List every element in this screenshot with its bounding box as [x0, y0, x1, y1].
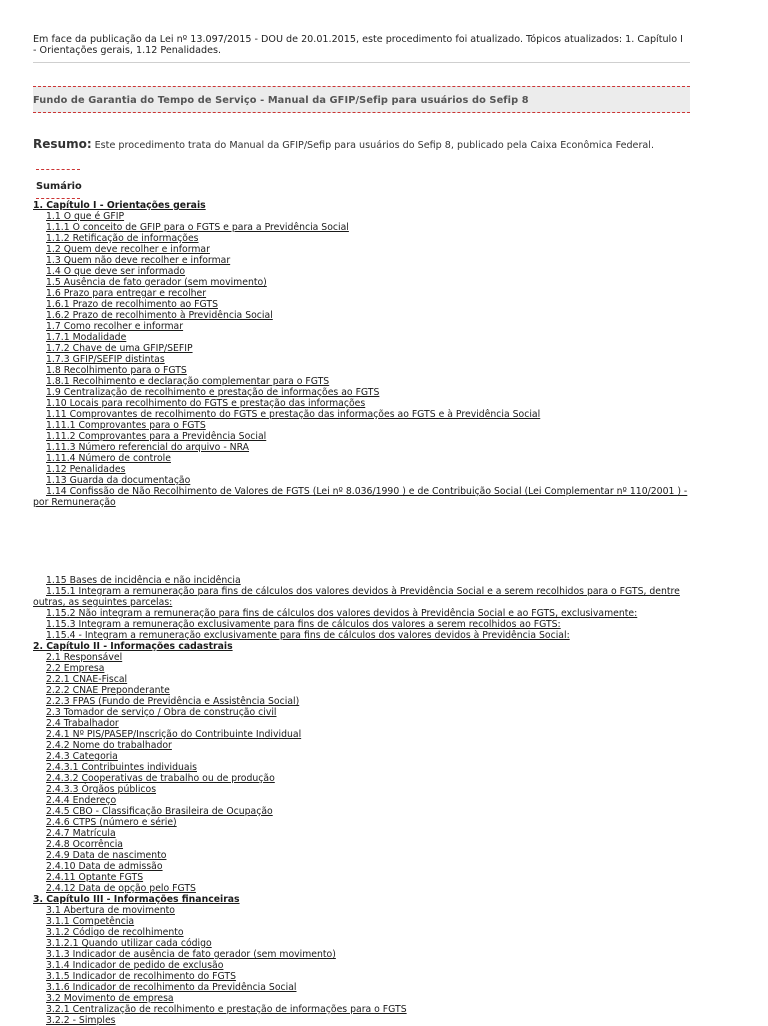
toc-link[interactable]: 1.6.1 Prazo de recolhimento ao FGTS: [46, 299, 218, 310]
toc-item: [33, 475, 693, 486]
toc-item: [33, 905, 693, 916]
toc-item: [33, 971, 693, 982]
toc-link[interactable]: 2.4.3.1 Contribuintes individuais: [46, 762, 197, 773]
toc-link[interactable]: 3.1.2.1 Quando utilizar cada código: [46, 938, 212, 949]
toc-item: [33, 839, 693, 850]
toc-link[interactable]: 1.6.2 Prazo de recolhimento à Previdência Social: [46, 310, 273, 321]
toc-link[interactable]: 2.4.7 Matrícula: [46, 828, 116, 839]
toc-item: [33, 630, 693, 641]
toc-link[interactable]: 1.15 Bases de incidência e não incidência: [46, 575, 241, 586]
toc-item: [33, 222, 693, 233]
toc-link[interactable]: 3.1.3 Indicador de ausência de fato gerador (sem movimento): [46, 949, 336, 960]
toc-item: [33, 365, 693, 376]
toc-link[interactable]: 2.4.5 CBO - Classificação Brasileira de Ocupação: [46, 806, 273, 817]
toc-item: [33, 266, 693, 277]
toc-item: [33, 883, 693, 894]
toc-item: [33, 762, 693, 773]
toc-link[interactable]: 3.2 Movimento de empresa: [46, 993, 174, 1004]
toc-link[interactable]: 2.4.2 Nome do trabalhador: [46, 740, 172, 751]
table-of-contents-part-2: [33, 575, 693, 1026]
toc-item: [33, 817, 693, 828]
toc-item: [33, 729, 693, 740]
toc-link[interactable]: 2.2 Empresa: [46, 663, 105, 674]
toc-link[interactable]: 2.2.3 FPAS (Fundo de Previdência e Assistência Social): [46, 696, 300, 707]
toc-link[interactable]: 3.1.5 Indicador de recolhimento do FGTS: [46, 971, 236, 982]
toc-item: [33, 464, 693, 475]
toc-link[interactable]: 2.2.1 CNAE-Fiscal: [46, 674, 128, 685]
toc-link[interactable]: 2.4.3.2 Cooperativas de trabalho ou de produção: [46, 773, 275, 784]
toc-item: [33, 872, 693, 883]
toc-item: [33, 993, 693, 1004]
toc-link[interactable]: 3.2.1 Centralização de recolhimento e prestação de informações para o FGTS: [46, 1004, 407, 1015]
toc-link[interactable]: 1.7.3 GFIP/SEFIP distintas: [46, 354, 165, 365]
toc-link[interactable]: 1.15.4 - Integram a remuneração exclusivamente para fins de cálculos dos valores devidos à Previdência Social:: [46, 630, 570, 641]
toc-link[interactable]: 2.4 Trabalhador: [46, 718, 119, 729]
toc-item: [33, 784, 693, 795]
toc-link[interactable]: 1.1 O que é GFIP: [46, 211, 125, 222]
summary-paragraph: [33, 137, 693, 151]
toc-link[interactable]: 1.3 Quem não deve recolher e informar: [46, 255, 231, 266]
toc-item: [33, 828, 693, 839]
toc-link[interactable]: 1.1.1 O conceito de GFIP para o FGTS e para a Previdência Social: [46, 222, 349, 233]
toc-item: [33, 916, 693, 927]
toc-link[interactable]: 1.8.1 Recolhimento e declaração complementar para o FGTS: [46, 376, 330, 387]
toc-item: [33, 486, 693, 508]
toc-item: [33, 894, 693, 905]
toc-item: [33, 409, 693, 420]
toc-link[interactable]: 2.4.11 Optante FGTS: [46, 872, 144, 883]
toc-item: [33, 586, 693, 608]
toc-item: [33, 387, 693, 398]
toc-item: [33, 707, 693, 718]
toc-item: [33, 806, 693, 817]
toc-item: [33, 244, 693, 255]
toc-item: [33, 398, 693, 409]
toc-link[interactable]: 1.11.4 Número de controle: [46, 453, 171, 464]
toc-link[interactable]: 1.4 O que deve ser informado: [46, 266, 186, 277]
toc-link[interactable]: 1.11.1 Comprovantes para o FGTS: [46, 420, 206, 431]
toc-link[interactable]: 1.7.1 Modalidade: [46, 332, 127, 343]
toc-item: [33, 652, 693, 663]
toc-item: [33, 288, 693, 299]
toc-item: [33, 233, 693, 244]
toc-chapter-link[interactable]: 3. Capítulo III - Informações financeiras: [33, 894, 240, 905]
toc-item: [33, 376, 693, 387]
divider: [36, 169, 80, 170]
toc-item: [33, 453, 693, 464]
divider: [36, 198, 80, 199]
toc-link[interactable]: 1.7.2 Chave de uma GFIP/SEFIP: [46, 343, 193, 354]
toc-link[interactable]: 1.14 Confissão de Não Recolhimento de Valores de FGTS (Lei nº 8.036/1990 ) e de Contribuição Social (Lei Complementar nº 110/2001 ) - por Remuneração: [33, 486, 688, 508]
toc-link[interactable]: 1.11.3 Número referencial do arquivo - NRA: [46, 442, 250, 453]
table-of-contents-part-1: [33, 200, 693, 508]
toc-item: [33, 442, 693, 453]
toc-link[interactable]: 3.1.2 Código de recolhimento: [46, 927, 184, 938]
toc-chapter-link[interactable]: 1. Capítulo I - Orientações gerais: [33, 200, 206, 211]
toc-item: [33, 277, 693, 288]
toc-link[interactable]: 2.4.6 CTPS (número e série): [46, 817, 177, 828]
toc-link[interactable]: 1.13 Guarda da documentação: [46, 475, 191, 486]
toc-chapter-link[interactable]: 2. Capítulo II - Informações cadastrais: [33, 641, 233, 652]
toc-link[interactable]: 2.3 Tomador de serviço / Obra de construção civil: [46, 707, 277, 718]
toc-item: [33, 696, 693, 707]
toc-item: [33, 420, 693, 431]
toc-link[interactable]: 2.2.2 CNAE Preponderante: [46, 685, 170, 696]
toc-item: [33, 321, 693, 332]
toc-link[interactable]: 1.1.2 Retificação de informações: [46, 233, 199, 244]
toc-link[interactable]: 3.1.4 Indicador de pedido de exclusão: [46, 960, 224, 971]
toc-link[interactable]: 1.8 Recolhimento para o FGTS: [46, 365, 187, 376]
toc-link[interactable]: 2.4.9 Data de nascimento: [46, 850, 167, 861]
toc-link[interactable]: 2.4.10 Data de admissão: [46, 861, 163, 872]
toc-item: [33, 960, 693, 971]
toc-link[interactable]: 3.1.1 Competência: [46, 916, 135, 927]
toc-link[interactable]: 1.15.2 Não integram a remuneração para fins de cálculos dos valores devidos à Previdência Social e ao FGTS, exclusivamente:: [46, 608, 638, 619]
toc-link[interactable]: 1.12 Penalidades: [46, 464, 126, 475]
toc-item: [33, 343, 693, 354]
toc-link[interactable]: 1.11.2 Comprovantes para a Previdência Social: [46, 431, 267, 442]
toc-item: [33, 861, 693, 872]
table-of-contents-heading: Sumário: [36, 181, 82, 192]
toc-link[interactable]: 1.9 Centralização de recolhimento e prestação de informações ao FGTS: [46, 387, 380, 398]
toc-item: [33, 685, 693, 696]
toc-link[interactable]: 1.15.3 Integram a remuneração exclusivamente para fins de cálculos dos valores a serem recolhidos ao FGTS:: [46, 619, 561, 630]
toc-item: [33, 255, 693, 266]
toc-link[interactable]: 1.7 Como recolher e informar: [46, 321, 184, 332]
toc-link[interactable]: 2.4.8 Ocorrência: [46, 839, 124, 850]
toc-item: [33, 200, 693, 211]
toc-link[interactable]: 2.4.1 Nº PIS/PASEP/Inscrição do Contribuinte Individual: [46, 729, 302, 740]
summary-text: Este procedimento trata do Manual da GFIP/Sefip para usuários do Sefip 8, publicado pela Caixa Econômica Federal.: [94, 140, 654, 151]
toc-item: [33, 674, 693, 685]
toc-item: [33, 299, 693, 310]
toc-item: [33, 310, 693, 321]
toc-item: [33, 938, 693, 949]
toc-link[interactable]: 2.4.3 Categoria: [46, 751, 118, 762]
toc-item: [33, 718, 693, 729]
toc-item: [33, 1015, 693, 1026]
toc-item: [33, 795, 693, 806]
toc-link[interactable]: 1.5 Ausência de fato gerador (sem movimento): [46, 277, 267, 288]
toc-link[interactable]: 2.4.3.3 Órgãos públicos: [46, 784, 157, 795]
toc-item: [33, 751, 693, 762]
toc-link[interactable]: 1.10 Locais para recolhimento do FGTS e prestação das informações: [46, 398, 366, 409]
update-notice: Em face da publicação da Lei nº 13.097/2015 - DOU de 20.01.2015, este procedimento foi atualizado. Tópicos atualizados: 1. Capítulo I - Orientações gerais, 1.12 Penalidades.: [33, 34, 683, 56]
toc-link[interactable]: 3.1 Abertura de movimento: [46, 905, 175, 916]
toc-item: [33, 641, 693, 652]
toc-item: [33, 575, 693, 586]
toc-item: [33, 619, 693, 630]
toc-item: [33, 949, 693, 960]
toc-link[interactable]: 1.15.1 Integram a remuneração para fins de cálculos dos valores devidos à Previdência Social e a serem recolhidos para o FGTS, dentre outras, as seguintes parcelas:: [33, 586, 680, 608]
document-title: Fundo de Garantia do Tempo de Serviço - Manual da GFIP/Sefip para usuários do Sefip 8: [33, 95, 529, 106]
toc-link[interactable]: 2.4.4 Endereço: [46, 795, 117, 806]
divider: [33, 62, 690, 63]
toc-link[interactable]: 2.4.12 Data de opção pelo FGTS: [46, 883, 196, 894]
toc-link[interactable]: 1.11 Comprovantes de recolhimento do FGTS e prestação das informações ao FGTS e à Previdência Social: [46, 409, 541, 420]
toc-item: [33, 850, 693, 861]
toc-item: [33, 927, 693, 938]
toc-item: [33, 740, 693, 751]
toc-item: [33, 431, 693, 442]
toc-item: [33, 1004, 693, 1015]
summary-label: Resumo:: [33, 137, 92, 151]
toc-link[interactable]: 1.2 Quem deve recolher e informar: [46, 244, 210, 255]
toc-link[interactable]: 3.1.6 Indicador de recolhimento da Previdência Social: [46, 982, 297, 993]
toc-item: [33, 982, 693, 993]
toc-item: [33, 354, 693, 365]
toc-item: [33, 332, 693, 343]
toc-item: [33, 211, 693, 222]
toc-link[interactable]: 3.2.2 - Simples: [46, 1015, 116, 1026]
toc-link[interactable]: 1.6 Prazo para entregar e recolher: [46, 288, 207, 299]
toc-item: [33, 773, 693, 784]
toc-item: [33, 663, 693, 674]
toc-link[interactable]: 2.1 Responsável: [46, 652, 123, 663]
document-title-box: [33, 86, 690, 113]
toc-item: [33, 608, 693, 619]
